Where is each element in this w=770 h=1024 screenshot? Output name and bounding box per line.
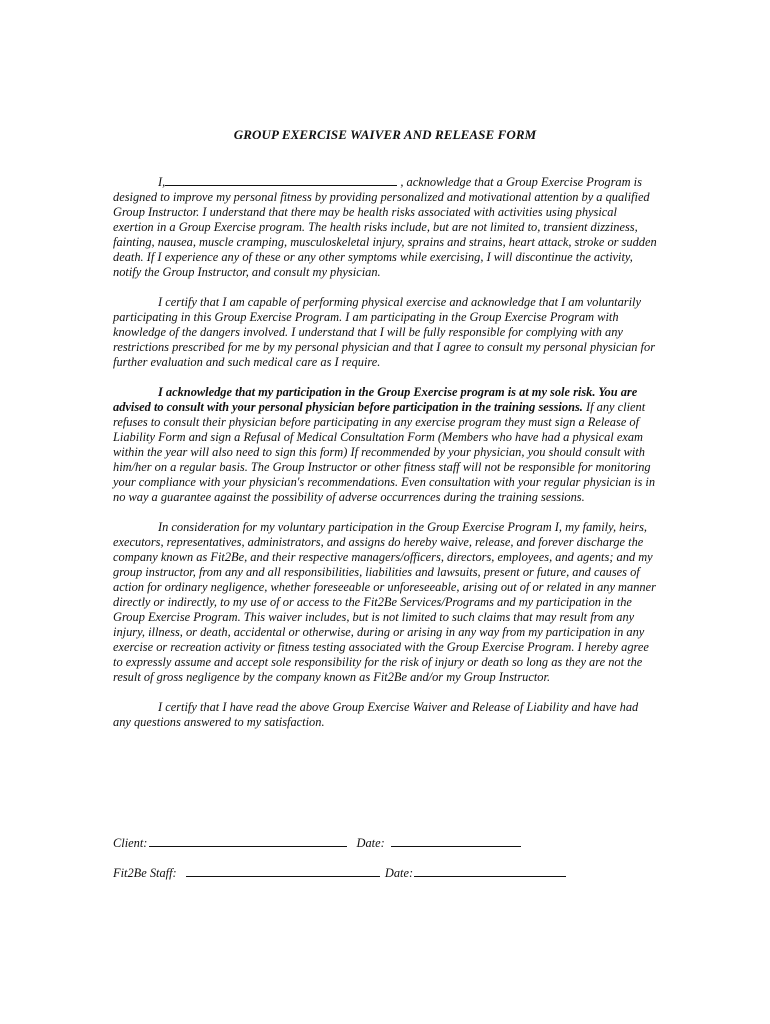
client-date-label: Date:	[356, 836, 385, 850]
paragraph-sole-risk	[113, 385, 659, 505]
name-blank-line[interactable]	[165, 175, 397, 186]
paragraph-certify-capable: I certify that I am capable of performing physical exercise and acknowledge that I am voluntarily participating in this Group Exercise Program. I am participating in the Group Exercise Program with knowledge of the dangers involved. I understand that I will be fully responsible for complying with any restrictions prescribed for me by my personal physician and that I agree to consult my personal physician for further evaluation and such medical care as I require.	[113, 295, 656, 369]
form-body	[113, 175, 659, 745]
paragraph-text: If any client refuses to consult their physician before participating in any exercise program they must sign a Release of Liability Form and sign a Refusal of Medical Consultation Form (Members who have had a physical exam within the year will also need to sign this form) If recommended by your physician, you should consult with him/her on a regular basis. The Group Instructor or other fitness staff will not be responsible for monitoring your compliance with your physician's recommendations. Even consultation with your regular physician is in no way a guarantee against the possibility of adverse occurrences during the training sessions.	[113, 400, 656, 504]
staff-signature-line[interactable]	[186, 865, 380, 877]
client-label: Client:	[113, 836, 148, 850]
paragraph-lead: I,	[158, 175, 166, 189]
client-signature-row	[113, 835, 521, 851]
paragraph-release: In consideration for my voluntary participation in the Group Exercise Program I, my family, heirs, executors, representatives, administrators, and assigns do hereby waive, release, and forever discharge the company known as Fit2Be, and their respective managers/officers, directors, employees, and agents; and my group instructor, from any and all responsibilities, liabilities and lawsuits, present or future, and causes of action for ordinary negligence, whether foreseeable or unforeseeable, arising out of or related in any manner directly or indirectly, to my use of or access to the Fit2Be Services/Programs and my participation in the Group Exercise Program. This waiver includes, but is not limited to such claims that may result from any injury, illness, or death, accidental or otherwise, during or arising in any way from my participation in any exercise or recreation activity or fitness testing associated with the Group Exercise Program. I hereby agree to expressly assume and accept sole responsibility for the risk of injury or death so long as they are not the result of gross negligence by the company known as Fit2Be and/or my Group Instructor.	[113, 520, 656, 684]
staff-label: Fit2Be Staff:	[113, 866, 177, 880]
paragraph-text: , acknowledge that a Group Exercise Program is designed to improve my personal fitness by providing personalized and motivational attention by a qualified Group Instructor. I understand that there may be health risks associated with activities using physical exertion in a Group Exercise program. The health risks include, but are not limited to, transient dizziness, fainting, nausea, muscle cramping, musculoskeletal injury, sprains and strains, heart attack, stroke or sudden death. If I experience any of these or any other symptoms while exercising, I will discontinue the activity, notify the Group Instructor, and consult my physician.	[113, 175, 657, 279]
staff-date-line[interactable]	[414, 865, 566, 877]
paragraph-certify-read: I certify that I have read the above Group Exercise Waiver and Release of Liability and have had any questions answered to my satisfaction.	[113, 700, 639, 729]
staff-date-label: Date:	[384, 866, 414, 880]
staff-signature-row	[113, 865, 566, 881]
client-signature-line[interactable]	[149, 835, 347, 847]
paragraph-acknowledgement	[113, 175, 659, 280]
form-title: GROUP EXERCISE WAIVER AND RELEASE FORM	[233, 127, 537, 142]
sole-risk-bold-text: I acknowledge that my participation in the Group Exercise program is at my sole risk. You are advised to consult with your personal physician before participation in the training sessions.	[113, 385, 638, 414]
client-date-line[interactable]	[391, 835, 521, 847]
